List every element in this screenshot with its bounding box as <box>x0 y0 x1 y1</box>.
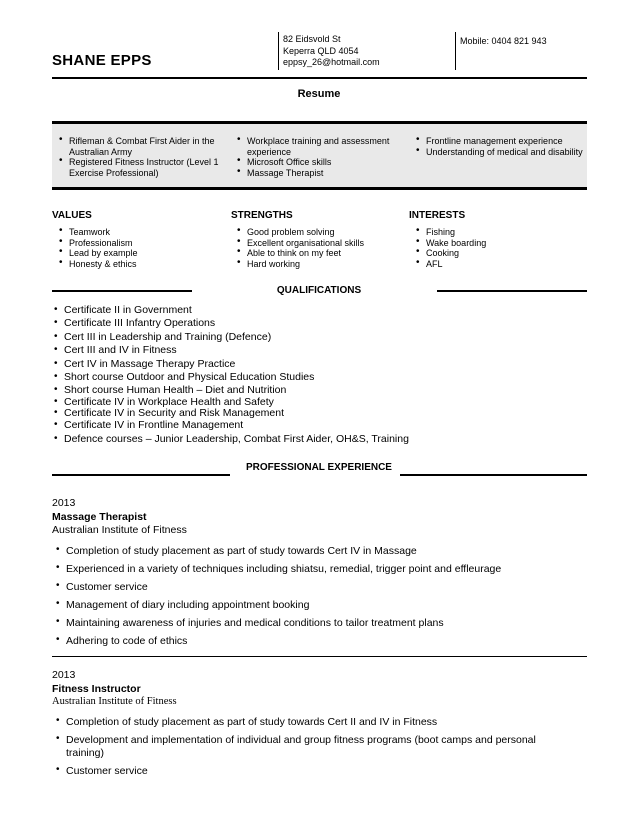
duty-item: • Customer service <box>52 581 592 594</box>
strengths-item: • Hard working <box>233 259 364 270</box>
strengths-item: • Good problem solving <box>233 227 364 238</box>
qualification-item: • Short course Outdoor and Physical Education Studies <box>50 371 610 384</box>
job-role: Massage Therapist <box>52 511 147 523</box>
strengths-list <box>233 227 364 269</box>
qualification-item: • Cert IV in Massage Therapy Practice <box>50 358 610 371</box>
highlight-item: • Understanding of medical and disability <box>412 147 587 158</box>
page-title: Resume <box>297 88 341 100</box>
highlights-col-2 <box>233 136 408 178</box>
qualifications-list <box>50 304 610 447</box>
job-year: 2013 <box>52 497 76 509</box>
contact-address <box>283 34 380 69</box>
interests-item: • Fishing <box>412 227 486 238</box>
job-organisation: Australian Institute of Fitness <box>52 696 177 707</box>
experience-rule-left <box>52 474 230 476</box>
values-item: • Lead by example <box>55 248 138 259</box>
values-list <box>55 227 138 269</box>
highlight-item: • Rifleman & Combat First Aider in the Australian Army <box>55 136 227 157</box>
experience-rule-right <box>400 474 587 476</box>
duty-item: • Management of diary including appointment booking <box>52 599 592 612</box>
duty-item: • Customer service <box>52 765 572 778</box>
job-organisation: Australian Institute of Fitness <box>52 524 187 536</box>
experience-heading: PROFESSIONAL EXPERIENCE <box>246 462 392 473</box>
header-rule <box>52 77 587 79</box>
job-entry <box>52 497 592 653</box>
interests-item: • AFL <box>412 259 486 270</box>
job-role: Fitness Instructor <box>52 683 141 695</box>
interests-item: • Wake boarding <box>412 238 486 249</box>
mobile-number: Mobile: 0404 821 943 <box>460 36 547 46</box>
candidate-name: SHANE EPPS <box>52 52 152 69</box>
duty-item: • Development and implementation of individual and group fitness programs (boot camps and personal training) <box>52 734 572 759</box>
qualification-item: • Certificate IV in Frontline Management <box>50 420 610 432</box>
qualification-item: • Certificate II in Government <box>50 304 610 317</box>
values-item: • Professionalism <box>55 238 138 249</box>
values-heading: VALUES <box>52 210 92 221</box>
interests-list <box>412 227 486 269</box>
interests-heading: INTERESTS <box>409 210 466 221</box>
highlights-bottom-rule <box>52 187 587 190</box>
qualifications-rule-right <box>437 290 587 292</box>
email-address: eppsy_26@hotmail.com <box>283 57 380 67</box>
job-duties <box>52 545 592 648</box>
duty-item: • Completion of study placement as part of study towards Cert IV in Massage <box>52 545 592 558</box>
values-item: • Teamwork <box>55 227 138 238</box>
highlight-item: • Workplace training and assessment experience <box>233 136 408 157</box>
values-item: • Honesty & ethics <box>55 259 138 270</box>
qualification-item: • Cert III and IV in Fitness <box>50 344 610 357</box>
job-year: 2013 <box>52 669 76 681</box>
highlights-col-3 <box>412 136 587 157</box>
interests-item: • Cooking <box>412 248 486 259</box>
highlight-item: • Microsoft Office skills <box>233 157 408 168</box>
header-divider <box>278 32 279 70</box>
qualification-item: • Certificate IV in Security and Risk Management <box>50 408 610 420</box>
highlight-item: • Registered Fitness Instructor (Level 1 Exercise Professional) <box>55 157 227 178</box>
duty-item: • Completion of study placement as part of study towards Cert II and IV in Fitness <box>52 716 572 729</box>
header-divider <box>455 32 456 70</box>
duty-item: • Adhering to code of ethics <box>52 635 592 648</box>
qualification-item: • Short course Human Health – Diet and Nutrition <box>50 385 610 397</box>
highlight-item: • Massage Therapist <box>233 168 408 179</box>
qualification-item: • Certificate III Infantry Operations <box>50 317 610 330</box>
highlight-item: • Frontline management experience <box>412 136 587 147</box>
qualification-item: • Defence courses – Junior Leadership, Combat First Aider, OH&S, Training <box>50 433 610 446</box>
strengths-heading: STRENGTHS <box>231 210 293 221</box>
strengths-item: • Excellent organisational skills <box>233 238 364 249</box>
job-duties <box>52 716 572 777</box>
qualifications-heading: QUALIFICATIONS <box>276 285 362 296</box>
address-line-2: Keperra QLD 4054 <box>283 45 359 56</box>
duty-item: • Maintaining awareness of injuries and medical conditions to tailor treatment plans <box>52 617 592 630</box>
job-separator <box>52 656 587 657</box>
duty-item: • Experienced in a variety of techniques including shiatsu, remedial, trigger point and effleurage <box>52 563 592 576</box>
address-line-1: 82 Eidsvold St <box>283 34 341 44</box>
qualification-item: • Cert III in Leadership and Training (Defence) <box>50 331 610 344</box>
strengths-item: • Able to think on my feet <box>233 248 364 259</box>
highlights-col-1 <box>55 136 227 178</box>
qualification-item: • Certificate IV in Workplace Health and Safety <box>50 397 610 409</box>
job-entry <box>52 669 592 783</box>
